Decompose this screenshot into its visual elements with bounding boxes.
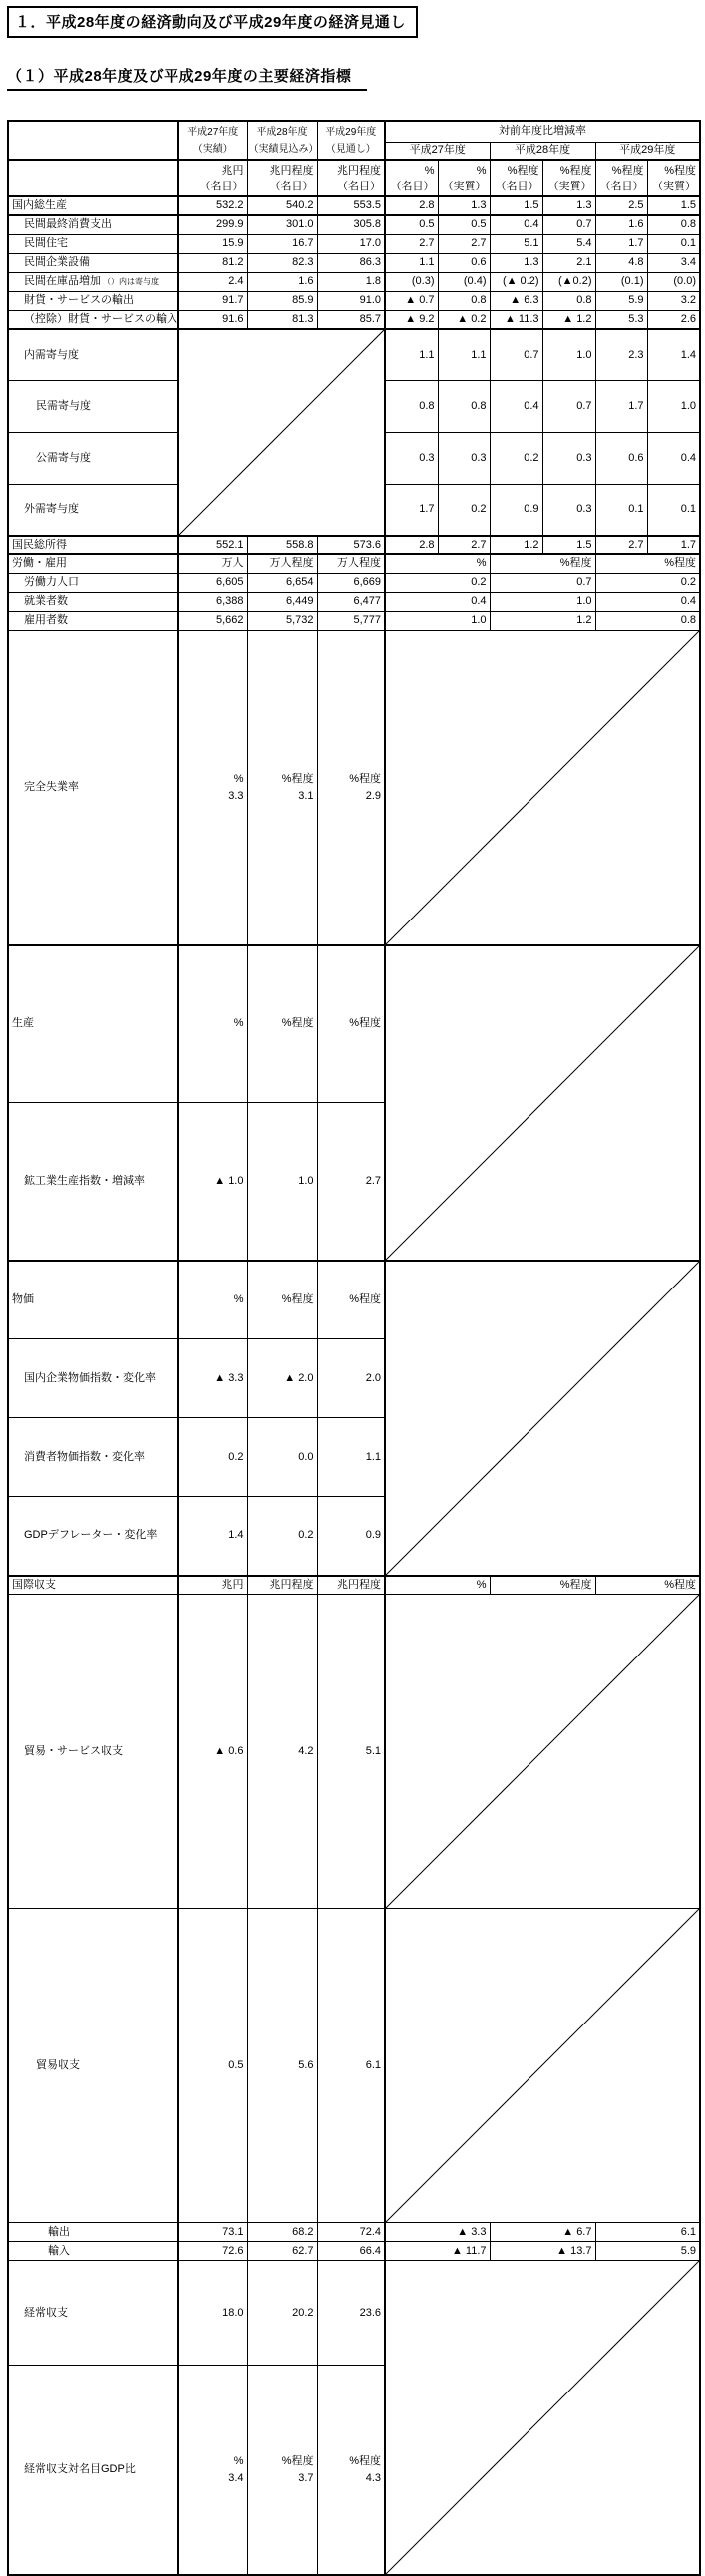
- table-cell: 0.3: [542, 433, 595, 485]
- table-cell: (▲0.2): [542, 272, 595, 291]
- table-cell: 1.3: [542, 196, 595, 215]
- table-row: [8, 1909, 700, 2223]
- row-label: 経常収支対名目GDP比: [8, 2366, 178, 2575]
- table-cell: 3.4: [647, 253, 700, 272]
- row-label: [8, 160, 178, 196]
- row-label: 国内総生産: [8, 196, 178, 215]
- table-cell: % 3.3: [178, 630, 247, 945]
- row-label: 雇用者数: [8, 611, 178, 630]
- row-label: 貿易・サービス収支: [8, 1595, 178, 1909]
- table-cell: 2.5: [595, 196, 647, 215]
- table-cell: 0.3: [542, 484, 595, 536]
- table-cell: 5,777: [317, 611, 385, 630]
- table-cell: % 3.4: [178, 2366, 247, 2575]
- table-cell: 6,669: [317, 573, 385, 592]
- table-cell: 532.2: [178, 196, 247, 215]
- table-cell: 1.7: [647, 536, 700, 554]
- table-row: [8, 536, 700, 554]
- table-row: [8, 611, 700, 630]
- table-cell: 4.8: [595, 253, 647, 272]
- table-cell: 兆円程度: [247, 1576, 317, 1595]
- table-cell: 0.4: [595, 592, 700, 611]
- table-row: [8, 272, 700, 291]
- table-cell: 4.2: [247, 1595, 317, 1909]
- table-cell: %程度 3.1: [247, 630, 317, 945]
- table-cell: %: [385, 1576, 490, 1595]
- sub-title: （１）平成28年度及び平成29年度の主要経済指標: [7, 65, 367, 91]
- table-cell: 0.8: [385, 381, 438, 433]
- diagonal-line: [386, 1262, 699, 1575]
- row-label: 労働・雇用: [8, 554, 178, 573]
- row-label: 内需寄与度: [8, 329, 178, 381]
- table-cell: 91.0: [317, 291, 385, 310]
- table-cell: 1.1: [385, 253, 438, 272]
- table-cell: %程度 （名目）: [490, 160, 542, 196]
- table-cell: 0.5: [178, 1909, 247, 2223]
- table-cell: 1.0: [247, 1103, 317, 1261]
- table-cell: 6.1: [317, 1909, 385, 2223]
- table-cell: 1.4: [178, 1497, 247, 1576]
- table-cell: 2.7: [595, 536, 647, 554]
- table-cell: 0.8: [438, 381, 490, 433]
- column-header: 平成28年度: [490, 142, 595, 160]
- table-cell: 1.6: [247, 272, 317, 291]
- table-cell: %程度: [317, 945, 385, 1103]
- main-title-wrap: [7, 6, 705, 38]
- table-cell: 0.1: [647, 484, 700, 536]
- row-label: 生産: [8, 945, 178, 1103]
- diagonal-line: [386, 946, 699, 1260]
- row-label: 民間在庫品増加 （）内は寄与度: [8, 272, 178, 291]
- diagonal-cell: [385, 2261, 700, 2576]
- table-cell: 1.7: [595, 234, 647, 253]
- table-row: [8, 121, 700, 142]
- table-cell: 0.5: [385, 215, 438, 234]
- table-cell: 0.2: [178, 1418, 247, 1497]
- table-cell: 2.6: [647, 310, 700, 329]
- row-label: 消費者物価指数・変化率: [8, 1418, 178, 1497]
- table-cell: %程度 （実質）: [647, 160, 700, 196]
- table-row: [8, 2261, 700, 2366]
- table-cell: %程度 （名目）: [595, 160, 647, 196]
- table-cell: 1.8: [317, 272, 385, 291]
- table-cell: ▲ 11.7: [385, 2242, 490, 2261]
- table-cell: %: [178, 945, 247, 1103]
- table-cell: 5,662: [178, 611, 247, 630]
- table-cell: 0.6: [438, 253, 490, 272]
- table-cell: 81.2: [178, 253, 247, 272]
- table-cell: 2.1: [542, 253, 595, 272]
- table-cell: % （名目）: [385, 160, 438, 196]
- table-cell: 0.7: [490, 573, 595, 592]
- table-cell: 1.5: [542, 536, 595, 554]
- diagonal-line: [386, 1595, 699, 1908]
- table-cell: 5.1: [490, 234, 542, 253]
- row-label: 経常収支: [8, 2261, 178, 2366]
- row-label: 財貨・サービスの輸出: [8, 291, 178, 310]
- diagonal-cell: [385, 1261, 700, 1576]
- table-cell: 20.2: [247, 2261, 317, 2366]
- table-cell: 0.2: [490, 433, 542, 485]
- table-row: [8, 2223, 700, 2242]
- table-cell: 1.2: [490, 611, 595, 630]
- table-cell: 兆円 （名目）: [178, 160, 247, 196]
- table-cell: %程度: [490, 1576, 595, 1595]
- table-row: [8, 291, 700, 310]
- table-cell: 1.0: [490, 592, 595, 611]
- table-cell: 5.9: [595, 291, 647, 310]
- table-cell: 18.0: [178, 2261, 247, 2366]
- table-cell: 0.5: [438, 215, 490, 234]
- table-cell: 552.1: [178, 536, 247, 554]
- table-cell: %程度: [595, 1576, 700, 1595]
- table-cell: 91.7: [178, 291, 247, 310]
- table-row: [8, 234, 700, 253]
- table-cell: 5.9: [595, 2242, 700, 2261]
- main-title: １．平成28年度の経済動向及び平成29年度の経済見通し: [7, 6, 418, 38]
- table-cell: ▲ 6.7: [490, 2223, 595, 2242]
- table-cell: %: [178, 1261, 247, 1339]
- table-cell: %程度 （実質）: [542, 160, 595, 196]
- table-cell: 3.2: [647, 291, 700, 310]
- table-cell: 0.7: [490, 329, 542, 381]
- table-row: [8, 196, 700, 215]
- diagonal-line: [386, 631, 699, 944]
- table-cell: 1.5: [490, 196, 542, 215]
- row-label: 民間企業設備: [8, 253, 178, 272]
- column-header: 対前年度比増減率: [385, 121, 700, 142]
- table-cell: 1.1: [385, 329, 438, 381]
- table-cell: 0.0: [247, 1418, 317, 1497]
- diagonal-cell: [178, 329, 385, 536]
- table-cell: (0.0): [647, 272, 700, 291]
- table-cell: 6,477: [317, 592, 385, 611]
- table-cell: 0.8: [595, 611, 700, 630]
- table-cell: 0.4: [490, 215, 542, 234]
- column-header: 平成29年度 （見通し）: [317, 121, 385, 160]
- table-cell: 85.7: [317, 310, 385, 329]
- table-cell: 0.2: [385, 573, 490, 592]
- table-cell: 540.2: [247, 196, 317, 215]
- table-row: [8, 573, 700, 592]
- row-label: 民間住宅: [8, 234, 178, 253]
- table-cell: 1.7: [595, 381, 647, 433]
- table-cell: %程度 3.7: [247, 2366, 317, 2575]
- table-cell: 0.9: [490, 484, 542, 536]
- table-cell: %程度: [247, 1261, 317, 1339]
- row-label: 就業者数: [8, 592, 178, 611]
- table-cell: 6,654: [247, 573, 317, 592]
- row-label: 鉱工業生産指数・増減率: [8, 1103, 178, 1261]
- row-label: 民需寄与度: [8, 381, 178, 433]
- table-cell: ▲ 1.0: [178, 1103, 247, 1261]
- table-cell: 0.2: [438, 484, 490, 536]
- table-cell: %程度: [490, 554, 595, 573]
- table-cell: 73.1: [178, 2223, 247, 2242]
- row-label: 物価: [8, 1261, 178, 1339]
- table-cell: 0.3: [385, 433, 438, 485]
- table-row: [8, 592, 700, 611]
- economic-indicators-table: [7, 120, 701, 2576]
- table-cell: 1.2: [490, 536, 542, 554]
- table-cell: 301.0: [247, 215, 317, 234]
- table-cell: 17.0: [317, 234, 385, 253]
- table-cell: 86.3: [317, 253, 385, 272]
- table-row: [8, 253, 700, 272]
- row-label: [8, 121, 178, 160]
- table-cell: 0.8: [542, 291, 595, 310]
- table-cell: 6.1: [595, 2223, 700, 2242]
- table-cell: 0.9: [317, 1497, 385, 1576]
- row-label: GDPデフレーター・変化率: [8, 1497, 178, 1576]
- table-cell: 0.8: [647, 215, 700, 234]
- table-cell: 1.0: [647, 381, 700, 433]
- table-cell: %程度: [247, 945, 317, 1103]
- table-cell: 5.1: [317, 1595, 385, 1909]
- row-label: 輸出: [8, 2223, 178, 2242]
- table-row: [8, 630, 700, 945]
- table-cell: 万人程度: [247, 554, 317, 573]
- table-cell: 15.9: [178, 234, 247, 253]
- table-cell: 0.1: [647, 234, 700, 253]
- table-cell: 72.4: [317, 2223, 385, 2242]
- table-cell: 72.6: [178, 2242, 247, 2261]
- row-label: 国内企業物価指数・変化率: [8, 1339, 178, 1418]
- table-row: [8, 310, 700, 329]
- table-cell: %程度: [595, 554, 700, 573]
- table-cell: (0.4): [438, 272, 490, 291]
- table-cell: 1.6: [595, 215, 647, 234]
- table-cell: ▲ 3.3: [178, 1339, 247, 1418]
- table-cell: ▲ 1.2: [542, 310, 595, 329]
- table-cell: (0.3): [385, 272, 438, 291]
- diagonal-line: [386, 2261, 699, 2574]
- sub-title-wrap: [7, 65, 705, 91]
- table-cell: 2.8: [385, 196, 438, 215]
- table-cell: ▲ 6.3: [490, 291, 542, 310]
- table-row: [8, 1261, 700, 1339]
- table-cell: 6,449: [247, 592, 317, 611]
- table-row: [8, 1576, 700, 1595]
- table-cell: 62.7: [247, 2242, 317, 2261]
- diagonal-line: [179, 330, 384, 535]
- table-cell: 2.0: [317, 1339, 385, 1418]
- row-label: 輸入: [8, 2242, 178, 2261]
- table-cell: 0.8: [438, 291, 490, 310]
- table-cell: 16.7: [247, 234, 317, 253]
- table-cell: ▲ 0.2: [438, 310, 490, 329]
- diagonal-cell: [385, 1595, 700, 1909]
- table-cell: 2.8: [385, 536, 438, 554]
- table-cell: 万人程度: [317, 554, 385, 573]
- table-cell: 0.3: [438, 433, 490, 485]
- table-cell: 0.4: [647, 433, 700, 485]
- table-cell: %程度 2.9: [317, 630, 385, 945]
- table-cell: %: [385, 554, 490, 573]
- table-cell: 85.9: [247, 291, 317, 310]
- row-label: 公需寄与度: [8, 433, 178, 485]
- table-cell: 23.6: [317, 2261, 385, 2366]
- table-cell: 1.0: [542, 329, 595, 381]
- table-row: [8, 554, 700, 573]
- row-label: （控除）財貨・サービスの輸入: [8, 310, 178, 329]
- row-label: 労働力人口: [8, 573, 178, 592]
- table-cell: ▲ 0.7: [385, 291, 438, 310]
- table-cell: 0.2: [595, 573, 700, 592]
- table-cell: 5.3: [595, 310, 647, 329]
- column-header: 平成29年度: [595, 142, 700, 160]
- table-cell: 1.1: [317, 1418, 385, 1497]
- table-cell: 0.1: [595, 484, 647, 536]
- table-cell: 68.2: [247, 2223, 317, 2242]
- table-cell: ▲ 9.2: [385, 310, 438, 329]
- table-cell: 2.7: [438, 234, 490, 253]
- table-cell: ▲ 3.3: [385, 2223, 490, 2242]
- table-row: [8, 945, 700, 1103]
- table-cell: 573.6: [317, 536, 385, 554]
- table-cell: (0.1): [595, 272, 647, 291]
- table-cell: 6,388: [178, 592, 247, 611]
- table-cell: 0.4: [385, 592, 490, 611]
- table-cell: 66.4: [317, 2242, 385, 2261]
- diagonal-cell: [385, 945, 700, 1261]
- table-cell: 1.1: [438, 329, 490, 381]
- table-cell: 81.3: [247, 310, 317, 329]
- column-header: 平成27年度 （実績）: [178, 121, 247, 160]
- table-cell: 558.8: [247, 536, 317, 554]
- table-cell: 305.8: [317, 215, 385, 234]
- row-label: 国民総所得: [8, 536, 178, 554]
- table-cell: 553.5: [317, 196, 385, 215]
- table-cell: 兆円程度 （名目）: [247, 160, 317, 196]
- table-cell: 2.4: [178, 272, 247, 291]
- table-cell: 2.3: [595, 329, 647, 381]
- table-cell: 5.6: [247, 1909, 317, 2223]
- table-cell: 兆円: [178, 1576, 247, 1595]
- table-cell: 5,732: [247, 611, 317, 630]
- table-cell: %程度: [317, 1261, 385, 1339]
- table-cell: 82.3: [247, 253, 317, 272]
- column-header: 平成28年度 （実績見込み）: [247, 121, 317, 160]
- table-cell: ▲ 11.3: [490, 310, 542, 329]
- table-row: [8, 2242, 700, 2261]
- table-cell: ▲ 13.7: [490, 2242, 595, 2261]
- table-cell: 91.6: [178, 310, 247, 329]
- table-cell: 1.3: [438, 196, 490, 215]
- table-cell: 0.7: [542, 215, 595, 234]
- table-cell: 2.7: [438, 536, 490, 554]
- table-cell: 2.7: [317, 1103, 385, 1261]
- table-cell: 0.6: [595, 433, 647, 485]
- table-cell: 1.4: [647, 329, 700, 381]
- row-label: 国際収支: [8, 1576, 178, 1595]
- table-cell: 0.7: [542, 381, 595, 433]
- table-body: [8, 121, 700, 2575]
- table-row: [8, 160, 700, 196]
- table-row: [8, 1595, 700, 1909]
- table-cell: 1.3: [490, 253, 542, 272]
- row-label: 貿易収支: [8, 1909, 178, 2223]
- table-cell: ▲ 0.6: [178, 1595, 247, 1909]
- row-label: 完全失業率: [8, 630, 178, 945]
- column-header: 平成27年度: [385, 142, 490, 160]
- table-cell: %程度 4.3: [317, 2366, 385, 2575]
- table-cell: % （実質）: [438, 160, 490, 196]
- row-label: 外需寄与度: [8, 484, 178, 536]
- table-cell: (▲ 0.2): [490, 272, 542, 291]
- table-cell: 1.5: [647, 196, 700, 215]
- label-note: （）内は寄与度: [103, 277, 159, 286]
- table-cell: ▲ 2.0: [247, 1339, 317, 1418]
- table-cell: 兆円程度 （名目）: [317, 160, 385, 196]
- table-cell: 2.7: [385, 234, 438, 253]
- document-page: [0, 6, 705, 2484]
- table-cell: 299.9: [178, 215, 247, 234]
- table-row: [8, 215, 700, 234]
- table-cell: 兆円程度: [317, 1576, 385, 1595]
- diagonal-line: [386, 1909, 699, 2222]
- diagonal-cell: [385, 630, 700, 945]
- diagonal-cell: [385, 1909, 700, 2223]
- table-cell: 1.0: [385, 611, 490, 630]
- table-cell: 万人: [178, 554, 247, 573]
- table-cell: 0.4: [490, 381, 542, 433]
- row-label: 民間最終消費支出: [8, 215, 178, 234]
- table-cell: 0.2: [247, 1497, 317, 1576]
- table-cell: 1.7: [385, 484, 438, 536]
- table-cell: 5.4: [542, 234, 595, 253]
- table-cell: 6,605: [178, 573, 247, 592]
- table-row: [8, 329, 700, 381]
